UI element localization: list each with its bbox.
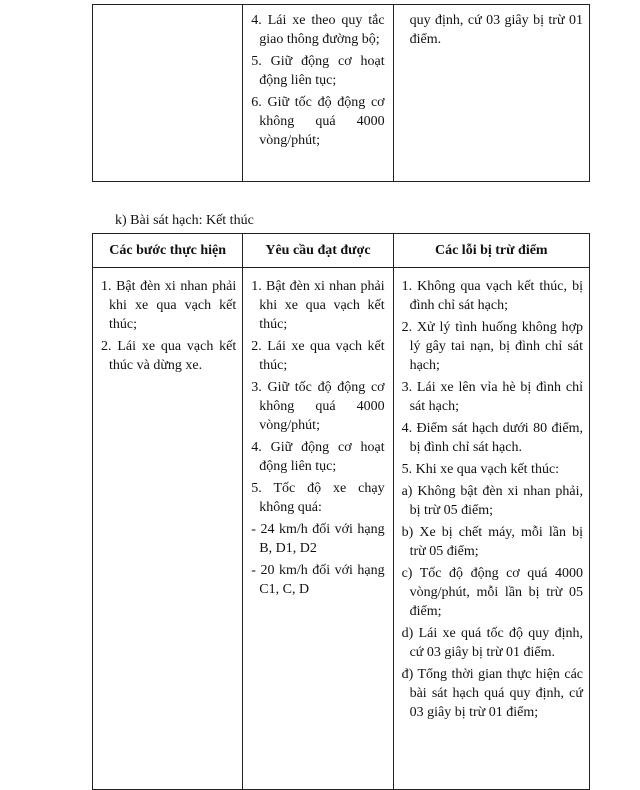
list-item: 2. Lái xe qua vạch kết thúc và dừng xe. [101,339,237,373]
list-item: d) Lái xe quá tốc độ quy định, cứ 03 giây bị trừ 01 điểm. [401,626,583,660]
table-row [93,268,590,790]
column-header-requirements: Yêu cầu đạt được [243,234,393,268]
list-item: 3. Lái xe lên vỉa hè bị đình chỉ sát hạch; [401,380,583,414]
finish-test-table [92,233,590,790]
header-row [93,234,590,268]
list-item: quy định, cứ 03 giây bị trừ 01 điểm. [409,13,583,47]
list-item: 3. Giữ tốc độ động cơ không quá 4000 vòng/phút; [251,380,385,433]
column-header-penalties: Các lỗi bị trừ điểm [393,234,589,268]
list-item: 2. Lái xe qua vạch kết thúc; [251,339,385,373]
column-header-steps: Các bước thực hiện [93,234,243,268]
list-item: 1. Bật đèn xi nhan phải khi xe qua vạch kết thúc; [251,279,385,332]
list-item: 4. Lái xe theo quy tắc giao thông đường bộ; [251,13,385,47]
list-item: a) Không bật đèn xi nhan phải, bị trừ 05 điểm; [401,484,583,518]
list-item: 4. Giữ động cơ hoạt động liên tục; [251,440,385,474]
steps-cell [93,5,243,182]
list-item: 5. Tốc độ xe chạy không quá: [251,481,385,515]
requirements-cell [243,268,393,790]
list-item: 6. Giữ tốc độ động cơ không quá 4000 vòng/phút; [251,95,385,148]
list-item: 5. Giữ động cơ hoạt động liên tục; [251,54,385,88]
table-row [93,5,590,182]
list-item: - 24 km/h đối với hạng B, D1, D2 [251,522,385,556]
list-item: 2. Xử lý tình huống không hợp lý gây tai nạn, bị đình chỉ sát hạch; [401,320,583,373]
list-item: - 20 km/h đối với hạng C1, C, D [251,563,385,597]
steps-cell [93,268,243,790]
penalties-cell [393,268,589,790]
list-item: 1. Không qua vạch kết thúc, bị đình chỉ sát hạch; [401,279,583,313]
list-item: c) Tốc độ động cơ quá 4000 vòng/phút, mỗi lần bị trừ 05 điểm; [401,566,583,619]
list-item: đ) Tổng thời gian thực hiện các bài sát hạch quá quy định, cứ 03 giây bị trừ 01 điểm; [401,667,583,720]
list-item: 5. Khi xe qua vạch kết thúc: [401,462,560,477]
requirements-cell [243,5,393,182]
previous-section-table [92,4,590,182]
list-item: 4. Điểm sát hạch dưới 80 điểm, bị đình chỉ sát hạch. [401,421,583,455]
list-item: b) Xe bị chết máy, mỗi lần bị trừ 05 điểm; [401,525,583,559]
section-heading: k) Bài sát hạch: Kết thúc [115,213,254,228]
list-item: 1. Bật đèn xi nhan phải khi xe qua vạch kết thúc; [101,279,237,332]
penalties-cell [393,5,589,182]
